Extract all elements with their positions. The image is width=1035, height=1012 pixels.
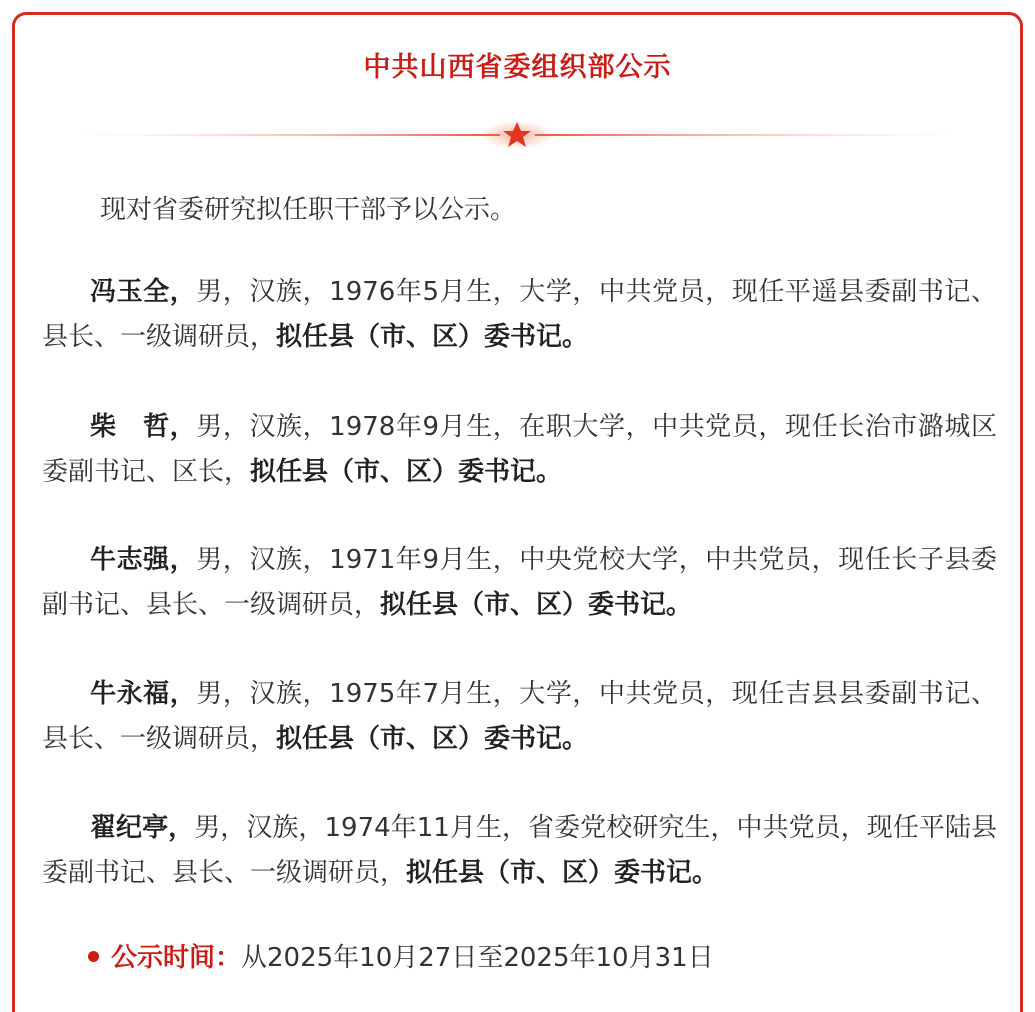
candidate-proposed: 拟任县（市、区）委书记。 <box>406 858 719 888</box>
candidate-details: 男，汉族，1976年5月生，大学，中共党员，现任平遥县委副书记、县长、一级调研员， <box>42 277 997 352</box>
bullet-dot-icon <box>88 951 99 962</box>
candidate-entry <box>42 405 997 495</box>
candidate-entry <box>42 672 997 762</box>
candidate-entry <box>42 806 997 896</box>
candidate-name: 牛永福， <box>90 679 197 709</box>
candidate-name: 牛志强， <box>90 545 197 575</box>
candidate-proposed: 拟任县（市、区）委书记。 <box>380 590 693 620</box>
period-value: 从2025年10月27日至2025年10月31日 <box>241 943 714 973</box>
candidate-entry <box>42 270 997 360</box>
candidate-proposed: 拟任县（市、区）委书记。 <box>276 724 589 754</box>
page-title: 中共山西省委组织部公示 <box>363 52 672 83</box>
intro-text: 现对省委研究拟任职干部予以公示。 <box>100 195 517 225</box>
candidate-proposed: 拟任县（市、区）委书记。 <box>250 457 563 487</box>
candidate-name: 翟纪亭， <box>90 813 195 843</box>
candidate-details: 男，汉族，1978年9月生，在职大学，中共党员，现任长治市潞城区委副书记、区长， <box>42 412 997 487</box>
candidate-details: 男，汉族，1974年11月生，省委党校研究生，中共党员，现任平陆县委副书记、县长、一级调研员， <box>42 813 997 888</box>
candidate-details: 男，汉族，1975年7月生，大学，中共党员，现任吉县县委副书记、县长、一级调研员， <box>42 679 997 754</box>
candidate-details: 男，汉族，1971年9月生，中央党校大学，中共党员，现任长子县委副书记、县长、一级调研员， <box>42 545 997 620</box>
period-label: 公示时间： <box>111 943 242 973</box>
publicity-period <box>88 938 714 978</box>
candidate-entry <box>42 538 997 628</box>
title-divider <box>75 120 960 150</box>
candidate-proposed: 拟任县（市、区）委书记。 <box>276 322 589 352</box>
candidate-name: 柴 哲， <box>90 412 197 442</box>
candidate-name: 冯玉全， <box>90 277 197 307</box>
